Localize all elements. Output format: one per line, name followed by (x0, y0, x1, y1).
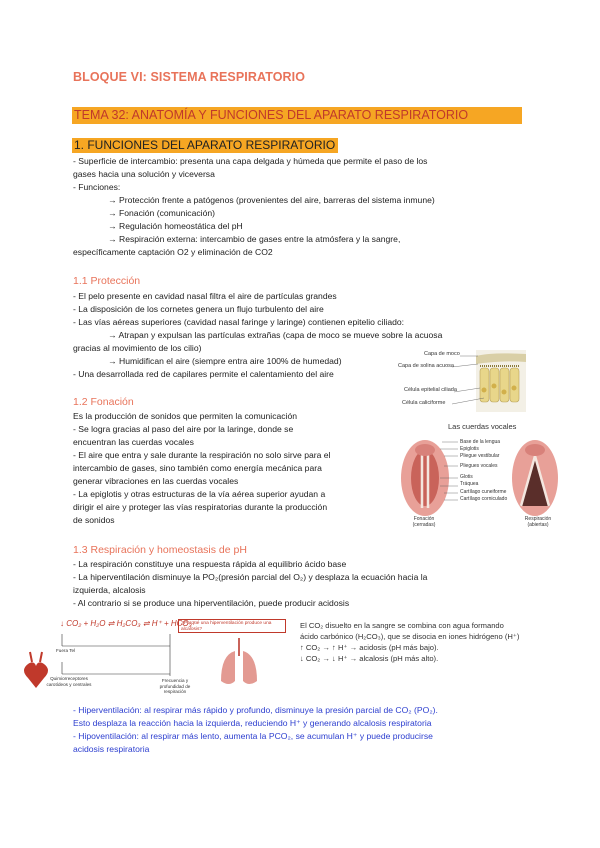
fig-label: Glotis (460, 474, 473, 481)
epithelium-figure (392, 350, 526, 412)
section13-title: 1.3 Respiración y homeostasis de pH (73, 544, 247, 556)
fig-caption: Fonación (cerradas) (412, 516, 436, 528)
lungs-icon (221, 638, 257, 684)
bloque-title: BLOQUE VI: SISTEMA RESPIRATORIO (73, 70, 306, 84)
text-line: → Respiración externa: intercambio de gases entre la atmósfera y la sangre, (108, 234, 401, 244)
section1-title: 1. FUNCIONES DEL APARATO RESPIRATORIO (72, 138, 338, 153)
text-line: generar vibraciones en las cuerdas vocales (73, 476, 239, 486)
section13-body (73, 558, 427, 610)
fig-label: Célula caliciforme (402, 400, 446, 406)
ventilation-notes (73, 704, 438, 756)
text-line: encuentran las cuerdas vocales (73, 437, 194, 447)
vocal-cords-figure (400, 420, 558, 532)
fig-caption: Respiración (abiertas) (524, 516, 552, 528)
text-line: El CO₂ disuelto en la sangre se combina con agua formando (300, 621, 504, 630)
fig-label: Cartílago corniculado (460, 495, 508, 502)
equation: ↓ CO₂ + H₂O ⇌ H₂CO₃ ⇌ H⁺ + HCO₃⁻ (60, 619, 197, 628)
text-line: ↓ CO₂ → ↓ H⁺ → alcalosis (pH más alto). (300, 654, 439, 663)
text-line: - El pelo presente en cavidad nasal filtra el aire de partículas grandes (73, 291, 337, 301)
fig-label: Epiglotis (460, 446, 479, 453)
text-line: - La hiperventilación disminuye la PO₂(presión parcial del O₂) y desplaza la ecuación hacia la (73, 572, 428, 582)
text-line: acidosis respiratoria (73, 744, 150, 754)
text-line: - Una desarrollada red de capilares permite el calentamiento del aire (73, 369, 334, 379)
text-line: - La disposición de los cornetes genera un flujo turbulento del aire (73, 304, 324, 314)
text-line: → Protección frente a patógenos (provenientes del aire, barreras del sistema inmune) (108, 195, 435, 205)
fig-title: Las cuerdas vocales (448, 422, 517, 431)
diagram-label: Quimiorreceptores carotídeos y centrales (46, 676, 92, 687)
text-line: de sonidos (73, 515, 115, 525)
text-line: - La epiglotis y otras estructuras de la vía aérea superior ayudan a (73, 489, 326, 499)
diagram-label: Fuera Tel (56, 648, 76, 653)
fig-label: Pliegue vestibular (460, 453, 500, 460)
text-line: Es la producción de sonidos que permiten la comunicación (73, 411, 298, 421)
text-line: → Regulación homeostática del pH (108, 221, 243, 231)
fig-label: Pliegues vocales (460, 463, 498, 470)
text-line: - Funciones: (73, 182, 121, 192)
text-line: gracias al movimiento de los cilio) (73, 343, 202, 353)
text-line: izquierda, alcalosis (73, 585, 146, 595)
fig-label: Célula epitelial ciliada (404, 387, 457, 393)
text-line: - Al contrario si se produce una hiperventilación, puede producir acidosis (73, 598, 350, 608)
text-line: - Hiperventilación: al respirar más rápido y profundo, disminuye la presión parcial de CO₂ (PO₂). (73, 705, 438, 715)
text-line: - El aire que entra y sale durante la respiración no solo sirve para el (73, 450, 331, 460)
diagram-note: ¿Porqué una hiperventilación produce una alcalosis? (178, 619, 286, 633)
text-line: específicamente captación O2 y eliminación de CO2 (73, 247, 273, 257)
text-line: - Se logra gracias al paso del aire por la laringe, donde se (73, 424, 294, 434)
section12-title: 1.2 Fonación (73, 396, 134, 408)
fig-label: Cartílago cuneiforme (460, 488, 507, 495)
section12-body (73, 410, 330, 527)
fig-label-list (460, 439, 507, 503)
text-line: intercambio de gases, sino también como energía mecánica para (73, 463, 322, 473)
text-line: → Humidifican el aire (siempre entra aire 100% de humedad) (108, 356, 342, 366)
text-line: dirigir el aire y proteger las vías respiratorias durante la producción (73, 502, 328, 512)
fig-label: Tráquea (460, 481, 479, 488)
ph-side-text (300, 620, 519, 664)
text-line: → Fonación (comunicación) (108, 208, 215, 218)
text-line: ↑ CO₂ → ↑ H⁺ → acidosis (pH más bajo). (300, 643, 439, 652)
section11-title: 1.1 Protección (73, 275, 141, 287)
ph-diagram (10, 616, 295, 701)
text-line: - La respiración constituye una respuesta rápida al equilibrio ácido base (73, 559, 347, 569)
text-line: Esto desplaza la reacción hacia la izquierda, reduciendo H⁺ y generando alcalosis respiratoria (73, 718, 432, 728)
text-line: - Superficie de intercambio: presenta una capa delgada y húmeda que permite el paso de los (73, 156, 428, 166)
tema-title: TEMA 32: ANATOMÍA Y FUNCIONES DEL APARATO RESPIRATORIO (72, 107, 522, 124)
text-line: - Las vías aéreas superiores (cavidad nasal faringe y laringe) contienen epitelio ciliado: (73, 317, 405, 327)
fig-label: Capa de solina acuosa (398, 363, 454, 369)
text-line: gases hacia una solución y viceversa (73, 169, 215, 179)
text-line: ácido carbónico (H₂CO₃), que se disocia en iones hidrógeno (H⁺) (300, 632, 520, 641)
text-line: - Hipoventilación: al respirar más lento, aumenta la PCO₂, se acumulan H⁺ y puede producirse (73, 731, 433, 741)
diagram-label: Frecuencia y profundidad de respiración (159, 678, 191, 694)
text-line: → Atrapan y expulsan las partículas extrañas (capa de moco se mueve sobre la acuosa (108, 330, 443, 340)
fig-label: Base de la lengua (460, 439, 501, 445)
section1-body (73, 155, 435, 259)
fig-label: Capa de moco (424, 351, 460, 357)
section11-body (73, 290, 442, 381)
